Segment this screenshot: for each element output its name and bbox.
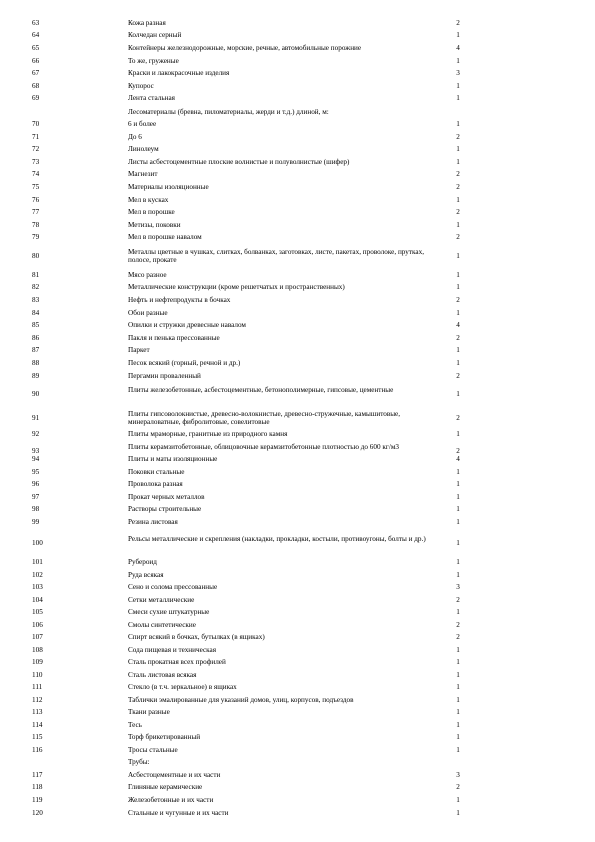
row-number: 93	[32, 447, 40, 455]
row-number: 104	[32, 596, 43, 604]
cargo-class: 3	[456, 771, 460, 779]
cargo-class: 1	[456, 120, 460, 128]
row-number: 78	[32, 221, 40, 229]
cargo-name: Пергамин проваленный	[128, 372, 201, 380]
cargo-class: 2	[456, 233, 460, 241]
row-number: 118	[32, 783, 43, 791]
cargo-name: Плиты и маты изоляционные	[128, 455, 218, 463]
cargo-name: Металлы цветные в чушках, слитках, болванках, заготовках, листе, пакетах, проволоке, прутках, полосе, прокате	[128, 248, 425, 264]
row-number: 115	[32, 733, 43, 741]
cargo-class: 1	[456, 359, 460, 367]
cargo-name: Тросы стальные	[128, 746, 178, 754]
row-number: 80	[32, 252, 40, 260]
cargo-class: 1	[456, 671, 460, 679]
cargo-name: Опилки и стружки древесные навалом	[128, 321, 246, 329]
cargo-name: Рельсы металлические и скрепления (накладки, прокладки, костыли, противоугоны, болты и др.)	[128, 535, 426, 543]
cargo-name: Мел в кусках	[128, 196, 169, 204]
cargo-name: 6 и более	[128, 120, 157, 128]
cargo-class: 1	[456, 658, 460, 666]
cargo-class: 1	[456, 746, 460, 754]
cargo-name: Плиты керамзитобетонные, облицовочные керамзитобетонные плотностью до 600 кг/м3	[128, 443, 399, 451]
row-number: 119	[32, 796, 43, 804]
cargo-name: Поковки стальные	[128, 468, 185, 476]
row-number: 77	[32, 208, 40, 216]
cargo-name: Линолеум	[128, 145, 159, 153]
row-number: 88	[32, 359, 40, 367]
cargo-class: 2	[456, 19, 460, 27]
row-number: 108	[32, 646, 43, 654]
cargo-name: Мясо разное	[128, 271, 167, 279]
cargo-class: 1	[456, 696, 460, 704]
cargo-class: 1	[456, 518, 460, 526]
cargo-class: 1	[456, 196, 460, 204]
cargo-class: 1	[456, 430, 460, 438]
cargo-class: 4	[456, 321, 460, 329]
cargo-name: Асбестоцементные и их части	[128, 771, 221, 779]
cargo-name: Метизы, поковки	[128, 221, 181, 229]
cargo-name: Колчедан серный	[128, 31, 182, 39]
cargo-name: Металлические конструкции (кроме решетчатых и пространственных)	[128, 283, 345, 291]
cargo-class: 3	[456, 69, 460, 77]
cargo-class: 4	[456, 455, 460, 463]
row-number: 114	[32, 721, 43, 729]
cargo-class: 1	[456, 346, 460, 354]
cargo-name: Сталь листовая всякая	[128, 671, 197, 679]
row-number: 66	[32, 57, 40, 65]
cargo-name: Ткани разные	[128, 708, 170, 716]
cargo-class: 1	[456, 558, 460, 566]
row-number: 116	[32, 746, 43, 754]
cargo-class: 1	[456, 809, 460, 817]
cargo-class: 2	[456, 170, 460, 178]
cargo-class: 1	[456, 468, 460, 476]
cargo-name: Плиты мраморные, гранитные из природного камня	[128, 430, 288, 438]
row-number: 111	[32, 683, 43, 691]
row-number: 72	[32, 145, 40, 153]
cargo-name: Руда всякая	[128, 571, 164, 579]
cargo-class: 1	[456, 283, 460, 291]
cargo-name: Стекло (в т.ч. зеркальное) в ящиках	[128, 683, 237, 691]
row-number: 98	[32, 505, 40, 513]
cargo-class: 1	[456, 57, 460, 65]
row-number: 94	[32, 455, 40, 463]
row-number: 101	[32, 558, 43, 566]
row-number: 85	[32, 321, 40, 329]
cargo-class: 1	[456, 145, 460, 153]
cargo-name: Лесоматериалы (бревна, пиломатериалы, жерди и т.д.) длиной, м:	[128, 108, 329, 116]
cargo-name: Песок всякий (горный, речной и др.)	[128, 359, 241, 367]
cargo-name: Смеси сухие штукатурные	[128, 608, 210, 616]
cargo-class: 1	[456, 733, 460, 741]
cargo-class: 1	[456, 608, 460, 616]
row-number: 106	[32, 621, 43, 629]
row-number: 91	[32, 414, 40, 422]
cargo-class: 2	[456, 621, 460, 629]
row-number: 110	[32, 671, 43, 679]
row-number: 105	[32, 608, 43, 616]
cargo-name: То же, груженые	[128, 57, 179, 65]
row-number: 65	[32, 44, 40, 52]
cargo-name: Сено и солома прессованные	[128, 583, 218, 591]
row-number: 97	[32, 493, 40, 501]
row-number: 112	[32, 696, 43, 704]
cargo-name: Пакля и пенька прессованные	[128, 334, 220, 342]
row-number: 102	[32, 571, 43, 579]
cargo-class: 2	[456, 783, 460, 791]
row-number: 89	[32, 372, 40, 380]
cargo-class: 1	[456, 271, 460, 279]
cargo-name: Спирт всякий в бочках, бутылках (в ящиках)	[128, 633, 265, 641]
row-number: 117	[32, 771, 43, 779]
row-number: 70	[32, 120, 40, 128]
row-number: 68	[32, 82, 40, 90]
cargo-name: Торф брикетированный	[128, 733, 201, 741]
row-number: 67	[32, 69, 40, 77]
cargo-name: Таблички эмалированные для указаний домов, улиц, корпусов, подъездов	[128, 696, 354, 704]
cargo-class: 2	[456, 208, 460, 216]
cargo-class: 2	[456, 133, 460, 141]
cargo-name: Глиняные керамические	[128, 783, 203, 791]
cargo-name: Плиты гипсоволокнистые, древесно-волокнистые, древесно-стружечные, камышитовые, минераловатные, фибролитовые, совелитовые	[128, 410, 401, 426]
cargo-class: 2	[456, 633, 460, 641]
cargo-name: Кожа разная	[128, 19, 166, 27]
cargo-name: Нефть и нефтепродукты в бочках	[128, 296, 231, 304]
cargo-name: Резина листовая	[128, 518, 178, 526]
cargo-name: Листы асбестоцементные плоские волнистые и полуволнистые (шифер)	[128, 158, 350, 166]
cargo-name: Магнезит	[128, 170, 158, 178]
cargo-class: 1	[456, 646, 460, 654]
cargo-name: Прокат черных металлов	[128, 493, 205, 501]
cargo-class: 1	[456, 539, 460, 547]
cargo-class: 2	[456, 296, 460, 304]
row-number: 84	[32, 309, 40, 317]
cargo-name: Стальные и чугунные и их части	[128, 809, 229, 817]
row-number: 64	[32, 31, 40, 39]
row-number: 99	[32, 518, 40, 526]
cargo-class: 3	[456, 583, 460, 591]
cargo-class: 1	[456, 493, 460, 501]
row-number: 92	[32, 430, 40, 438]
cargo-name: Обои разные	[128, 309, 168, 317]
row-number: 113	[32, 708, 43, 716]
row-number: 75	[32, 183, 40, 191]
row-number: 83	[32, 296, 40, 304]
row-number: 79	[32, 233, 40, 241]
cargo-class: 1	[456, 221, 460, 229]
row-number: 87	[32, 346, 40, 354]
cargo-class: 1	[456, 708, 460, 716]
cargo-name: Железобетонные и их части	[128, 796, 214, 804]
row-number: 63	[32, 19, 40, 27]
cargo-name: Плиты железобетонные, асбестоцементные, бетонополимерные, гипсовые, цементные	[128, 386, 394, 394]
cargo-name: Растворы строительные	[128, 505, 202, 513]
cargo-class: 2	[456, 596, 460, 604]
cargo-name: Паркет	[128, 346, 150, 354]
cargo-class: 1	[456, 796, 460, 804]
cargo-class: 1	[456, 505, 460, 513]
cargo-class: 1	[456, 309, 460, 317]
cargo-class: 1	[456, 683, 460, 691]
cargo-name: Сетки металлические	[128, 596, 195, 604]
row-number: 100	[32, 539, 43, 547]
row-number: 120	[32, 809, 43, 817]
cargo-class: 2	[456, 414, 460, 422]
row-number: 73	[32, 158, 40, 166]
row-number: 86	[32, 334, 40, 342]
cargo-name: Купорос	[128, 82, 154, 90]
cargo-name: Сода пищевая и техническая	[128, 646, 217, 654]
cargo-class: 1	[456, 31, 460, 39]
cargo-name: Трубы:	[128, 758, 150, 766]
cargo-class: 1	[456, 252, 460, 260]
cargo-class: 2	[456, 447, 460, 455]
cargo-class: 1	[456, 571, 460, 579]
cargo-name: Мел в порошке	[128, 208, 175, 216]
row-number: 74	[32, 170, 40, 178]
row-number: 109	[32, 658, 43, 666]
row-number: 82	[32, 283, 40, 291]
cargo-name: Краски и лакокрасочные изделия	[128, 69, 230, 77]
cargo-name: Смолы синтетические	[128, 621, 196, 629]
cargo-class: 1	[456, 82, 460, 90]
cargo-name: Материалы изоляционные	[128, 183, 209, 191]
cargo-class: 4	[456, 44, 460, 52]
row-number: 90	[32, 390, 40, 398]
cargo-class: 2	[456, 334, 460, 342]
cargo-name: Лента стальная	[128, 94, 175, 102]
cargo-class: 2	[456, 372, 460, 380]
row-number: 96	[32, 480, 40, 488]
cargo-class: 1	[456, 721, 460, 729]
row-number: 69	[32, 94, 40, 102]
row-number: 103	[32, 583, 43, 591]
row-number: 107	[32, 633, 43, 641]
cargo-name: Сталь прокатная всех профилей	[128, 658, 226, 666]
row-number: 95	[32, 468, 40, 476]
cargo-name: Проволока разная	[128, 480, 183, 488]
cargo-class: 2	[456, 183, 460, 191]
cargo-class: 1	[456, 158, 460, 166]
cargo-name: Мел в порошке навалом	[128, 233, 202, 241]
cargo-class: 1	[456, 390, 460, 398]
row-number: 71	[32, 133, 40, 141]
row-number: 81	[32, 271, 40, 279]
cargo-name: До 6	[128, 133, 142, 141]
cargo-name: Контейнеры железнодорожные, морские, речные, автомобильные порожние	[128, 44, 362, 52]
cargo-class: 1	[456, 480, 460, 488]
cargo-name: Рубероид	[128, 558, 157, 566]
row-number: 76	[32, 196, 40, 204]
cargo-class: 1	[456, 94, 460, 102]
cargo-name: Тесь	[128, 721, 142, 729]
